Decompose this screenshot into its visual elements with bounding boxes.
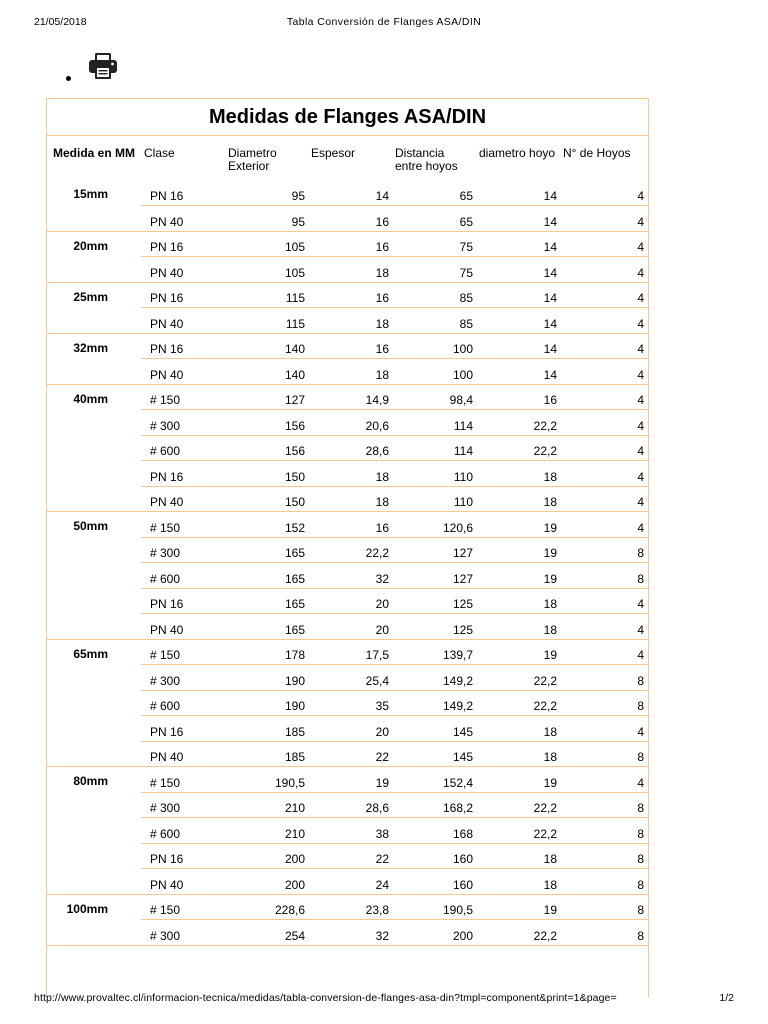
diametro-hoyo-cell: 18	[476, 614, 560, 640]
diametro-hoyo-cell: 19	[476, 537, 560, 563]
diametro-hoyo-cell: 14	[476, 206, 560, 232]
distancia-cell: 100	[392, 359, 476, 385]
distancia-cell: 160	[392, 869, 476, 895]
diametro-exterior-cell: 190	[225, 690, 308, 716]
size-cell: 100mm	[47, 894, 141, 945]
diametro-exterior-cell: 254	[225, 920, 308, 946]
n-hoyos-cell: 8	[560, 894, 648, 920]
distancia-cell: 65	[392, 180, 476, 206]
diametro-exterior-cell: 156	[225, 435, 308, 461]
distancia-cell: 168,2	[392, 792, 476, 818]
distancia-cell: 145	[392, 716, 476, 742]
diametro-exterior-cell: 165	[225, 614, 308, 640]
n-hoyos-cell: 4	[560, 410, 648, 436]
diametro-exterior-cell: 190,5	[225, 767, 308, 793]
distancia-cell: 200	[392, 920, 476, 946]
clase-cell: # 600	[141, 690, 225, 716]
diametro-hoyo-cell: 16	[476, 384, 560, 410]
diametro-exterior-cell: 115	[225, 282, 308, 308]
distancia-cell: 114	[392, 435, 476, 461]
clase-cell: PN 16	[141, 588, 225, 614]
table-row	[47, 894, 648, 920]
size-cell: 20mm	[47, 231, 141, 282]
clase-cell: # 600	[141, 818, 225, 844]
size-cell: 32mm	[47, 333, 141, 384]
distancia-cell: 98,4	[392, 384, 476, 410]
clase-cell: # 300	[141, 537, 225, 563]
table-header-row	[47, 136, 648, 180]
n-hoyos-cell: 8	[560, 869, 648, 895]
table-row	[47, 282, 648, 308]
size-cell: 25mm	[47, 282, 141, 333]
n-hoyos-cell: 4	[560, 435, 648, 461]
distancia-cell: 160	[392, 843, 476, 869]
n-hoyos-cell: 4	[560, 716, 648, 742]
espesor-cell: 16	[308, 512, 392, 538]
n-hoyos-cell: 4	[560, 461, 648, 487]
diametro-hoyo-cell: 18	[476, 843, 560, 869]
clase-cell: PN 40	[141, 869, 225, 895]
espesor-cell: 32	[308, 563, 392, 589]
distancia-cell: 149,2	[392, 690, 476, 716]
clase-cell: # 300	[141, 792, 225, 818]
diametro-exterior-cell: 150	[225, 486, 308, 512]
clase-cell: # 150	[141, 512, 225, 538]
n-hoyos-cell: 4	[560, 257, 648, 283]
clase-cell: PN 40	[141, 257, 225, 283]
diametro-exterior-cell: 178	[225, 639, 308, 665]
diametro-exterior-cell: 228,6	[225, 894, 308, 920]
diametro-hoyo-cell: 18	[476, 461, 560, 487]
espesor-cell: 16	[308, 206, 392, 232]
espesor-cell: 28,6	[308, 792, 392, 818]
distancia-cell: 125	[392, 614, 476, 640]
espesor-cell: 24	[308, 869, 392, 895]
espesor-cell: 18	[308, 308, 392, 334]
print-header	[34, 16, 734, 30]
espesor-cell: 14,9	[308, 384, 392, 410]
espesor-cell: 17,5	[308, 639, 392, 665]
diametro-exterior-cell: 156	[225, 410, 308, 436]
espesor-cell: 20	[308, 588, 392, 614]
distancia-cell: 152,4	[392, 767, 476, 793]
table-row	[47, 384, 648, 410]
distancia-cell: 65	[392, 206, 476, 232]
espesor-cell: 22	[308, 843, 392, 869]
n-hoyos-cell: 4	[560, 486, 648, 512]
header-diametro-exterior: Diametro Exterior	[228, 146, 277, 173]
n-hoyos-cell: 4	[560, 282, 648, 308]
diametro-exterior-cell: 140	[225, 359, 308, 385]
diametro-exterior-cell: 190	[225, 665, 308, 691]
diametro-hoyo-cell: 14	[476, 282, 560, 308]
diametro-hoyo-cell: 19	[476, 767, 560, 793]
header-clase: Clase	[144, 146, 175, 160]
espesor-cell: 23,8	[308, 894, 392, 920]
distancia-cell: 110	[392, 461, 476, 487]
espesor-cell: 18	[308, 359, 392, 385]
diametro-exterior-cell: 105	[225, 257, 308, 283]
n-hoyos-cell: 8	[560, 690, 648, 716]
diametro-exterior-cell: 185	[225, 741, 308, 767]
clase-cell: PN 16	[141, 461, 225, 487]
espesor-cell: 16	[308, 333, 392, 359]
diametro-hoyo-cell: 14	[476, 308, 560, 334]
espesor-cell: 19	[308, 767, 392, 793]
diametro-hoyo-cell: 19	[476, 639, 560, 665]
clase-cell: PN 40	[141, 359, 225, 385]
header-medida: Medida en MM	[53, 146, 136, 160]
table-row	[47, 231, 648, 257]
clase-cell: # 150	[141, 384, 225, 410]
size-cell: 65mm	[47, 639, 141, 767]
n-hoyos-cell: 4	[560, 333, 648, 359]
diametro-hoyo-cell: 14	[476, 180, 560, 206]
espesor-cell: 18	[308, 486, 392, 512]
espesor-cell: 35	[308, 690, 392, 716]
espesor-cell: 25,4	[308, 665, 392, 691]
n-hoyos-cell: 8	[560, 537, 648, 563]
n-hoyos-cell: 4	[560, 614, 648, 640]
clase-cell: PN 40	[141, 741, 225, 767]
diametro-hoyo-cell: 19	[476, 563, 560, 589]
n-hoyos-cell: 4	[560, 767, 648, 793]
diametro-hoyo-cell: 19	[476, 894, 560, 920]
diametro-exterior-cell: 140	[225, 333, 308, 359]
n-hoyos-cell: 4	[560, 639, 648, 665]
distancia-cell: 75	[392, 257, 476, 283]
distancia-cell: 110	[392, 486, 476, 512]
diametro-hoyo-cell: 22,2	[476, 818, 560, 844]
diametro-exterior-cell: 115	[225, 308, 308, 334]
clase-cell: PN 16	[141, 282, 225, 308]
distancia-cell: 114	[392, 410, 476, 436]
n-hoyos-cell: 8	[560, 818, 648, 844]
table-row	[47, 512, 648, 538]
print-footer	[34, 992, 734, 1006]
espesor-cell: 20	[308, 614, 392, 640]
n-hoyos-cell: 8	[560, 665, 648, 691]
n-hoyos-cell: 4	[560, 206, 648, 232]
n-hoyos-cell: 4	[560, 231, 648, 257]
page-url: http://www.provaltec.cl/informacion-tecnica/medidas/tabla-conversion-de-flanges-asa-din?tmpl=component&print=1&page=	[34, 992, 617, 1004]
diametro-hoyo-cell: 18	[476, 741, 560, 767]
document-title: Tabla Conversión de Flanges ASA/DIN	[286, 16, 482, 28]
distancia-cell: 127	[392, 537, 476, 563]
distancia-cell: 120,6	[392, 512, 476, 538]
clase-cell: # 300	[141, 410, 225, 436]
espesor-cell: 18	[308, 461, 392, 487]
distancia-cell: 100	[392, 333, 476, 359]
n-hoyos-cell: 4	[560, 308, 648, 334]
distancia-cell: 125	[392, 588, 476, 614]
diametro-exterior-cell: 185	[225, 716, 308, 742]
header-espesor: Espesor	[311, 146, 356, 160]
table-row	[47, 639, 648, 665]
n-hoyos-cell: 4	[560, 384, 648, 410]
diametro-exterior-cell: 165	[225, 588, 308, 614]
table-row	[47, 767, 648, 793]
diametro-hoyo-cell: 22,2	[476, 920, 560, 946]
header-diametro-hoyo: diametro hoyo	[479, 146, 556, 160]
n-hoyos-cell: 8	[560, 792, 648, 818]
diametro-hoyo-cell: 18	[476, 588, 560, 614]
n-hoyos-cell: 4	[560, 180, 648, 206]
size-cell: 15mm	[47, 180, 141, 231]
size-cell: 40mm	[47, 384, 141, 512]
clase-cell: PN 40	[141, 206, 225, 232]
clase-cell: PN 16	[141, 180, 225, 206]
clase-cell: # 150	[141, 639, 225, 665]
distancia-cell: 85	[392, 282, 476, 308]
diametro-hoyo-cell: 18	[476, 486, 560, 512]
espesor-cell: 32	[308, 920, 392, 946]
diametro-hoyo-cell: 18	[476, 716, 560, 742]
clase-cell: # 300	[141, 920, 225, 946]
espesor-cell: 22,2	[308, 537, 392, 563]
diametro-exterior-cell: 165	[225, 537, 308, 563]
print-date: 21/05/2018	[34, 16, 87, 28]
espesor-cell: 38	[308, 818, 392, 844]
diametro-hoyo-cell: 14	[476, 231, 560, 257]
n-hoyos-cell: 8	[560, 920, 648, 946]
n-hoyos-cell: 4	[560, 588, 648, 614]
clase-cell: # 300	[141, 665, 225, 691]
clase-cell: PN 40	[141, 486, 225, 512]
diametro-hoyo-cell: 22,2	[476, 690, 560, 716]
diametro-hoyo-cell: 22,2	[476, 792, 560, 818]
espesor-cell: 16	[308, 231, 392, 257]
espesor-cell: 14	[308, 180, 392, 206]
page-number: 1/2	[719, 992, 734, 1004]
diametro-exterior-cell: 150	[225, 461, 308, 487]
table-body	[47, 180, 648, 945]
size-cell: 50mm	[47, 512, 141, 640]
table-row	[47, 180, 648, 206]
clase-cell: # 600	[141, 435, 225, 461]
distancia-cell: 190,5	[392, 894, 476, 920]
espesor-cell: 20	[308, 716, 392, 742]
flanges-table	[47, 99, 648, 946]
espesor-cell: 20,6	[308, 410, 392, 436]
clase-cell: PN 16	[141, 333, 225, 359]
clase-cell: PN 40	[141, 614, 225, 640]
diametro-exterior-cell: 165	[225, 563, 308, 589]
diametro-hoyo-cell: 19	[476, 512, 560, 538]
diametro-exterior-cell: 95	[225, 206, 308, 232]
diametro-hoyo-cell: 22,2	[476, 410, 560, 436]
diametro-exterior-cell: 127	[225, 384, 308, 410]
n-hoyos-cell: 8	[560, 741, 648, 767]
header-distancia: Distancia entre hoyos	[395, 146, 458, 173]
clase-cell: # 150	[141, 767, 225, 793]
distancia-cell: 85	[392, 308, 476, 334]
printer-icon[interactable]	[88, 52, 118, 80]
espesor-cell: 22	[308, 741, 392, 767]
clase-cell: PN 16	[141, 716, 225, 742]
header-n-hoyos: N° de Hoyos	[563, 146, 631, 160]
clase-cell: PN 16	[141, 231, 225, 257]
diametro-hoyo-cell: 14	[476, 359, 560, 385]
espesor-cell: 18	[308, 257, 392, 283]
diametro-exterior-cell: 152	[225, 512, 308, 538]
clase-cell: PN 16	[141, 843, 225, 869]
espesor-cell: 28,6	[308, 435, 392, 461]
diametro-exterior-cell: 95	[225, 180, 308, 206]
diametro-exterior-cell: 210	[225, 792, 308, 818]
flanges-table-frame	[46, 98, 649, 997]
clase-cell: # 600	[141, 563, 225, 589]
diametro-hoyo-cell: 18	[476, 869, 560, 895]
table-row	[47, 333, 648, 359]
distancia-cell: 127	[392, 563, 476, 589]
table-title: Medidas de Flanges ASA/DIN	[47, 99, 648, 136]
diametro-hoyo-cell: 22,2	[476, 435, 560, 461]
distancia-cell: 139,7	[392, 639, 476, 665]
diametro-exterior-cell: 200	[225, 843, 308, 869]
espesor-cell: 16	[308, 282, 392, 308]
distancia-cell: 149,2	[392, 665, 476, 691]
n-hoyos-cell: 8	[560, 843, 648, 869]
clase-cell: # 150	[141, 894, 225, 920]
diametro-exterior-cell: 105	[225, 231, 308, 257]
diametro-exterior-cell: 210	[225, 818, 308, 844]
n-hoyos-cell: 8	[560, 563, 648, 589]
diametro-exterior-cell: 200	[225, 869, 308, 895]
distancia-cell: 145	[392, 741, 476, 767]
n-hoyos-cell: 4	[560, 359, 648, 385]
size-cell: 80mm	[47, 767, 141, 895]
list-bullet	[66, 76, 71, 81]
distancia-cell: 75	[392, 231, 476, 257]
n-hoyos-cell: 4	[560, 512, 648, 538]
distancia-cell: 168	[392, 818, 476, 844]
diametro-hoyo-cell: 14	[476, 333, 560, 359]
diametro-hoyo-cell: 22,2	[476, 665, 560, 691]
clase-cell: PN 40	[141, 308, 225, 334]
diametro-hoyo-cell: 14	[476, 257, 560, 283]
